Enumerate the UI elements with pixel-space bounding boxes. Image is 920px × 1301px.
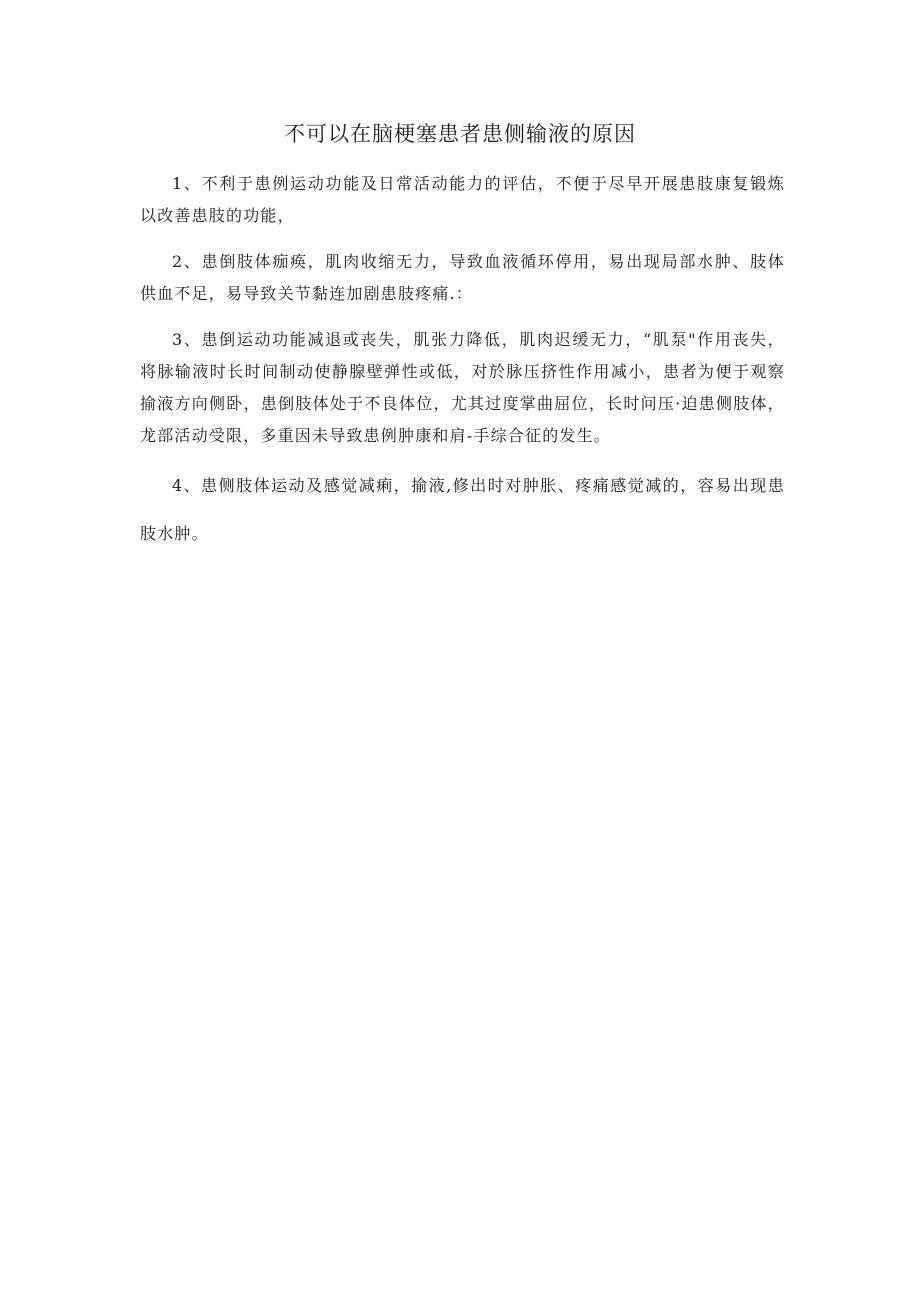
paragraph-3: 3、患倒运动功能减退或丧失，肌张力降低，肌肉迟缓无力，“肌泵"作用丧失，将脉输液时长时间制动使静腺壁弹性或低，对於脉压挤性作用减小，患者为便于观察揄液方向侧卧，患倒肢体处于不良体位，尤其过度掌曲屈位，长时问压·迫患侧肢体，龙部活动受限，多重因未导致患例肿康和肩-手综合征的发生。 — [140, 330, 785, 445]
paragraph-1: 1、不利于患例运动功能及日常活动能力的评估，不便于尽早开展患肢康复锻炼以改善患肢的功能， — [140, 174, 785, 225]
document-body — [140, 168, 785, 572]
document-title: 不可以在脑梗塞患者患侧输液的原因 — [284, 122, 636, 146]
paragraph-4: 4、患侧肢体运动及感觉减痢，揄液,修出时对肿胀、疼痛感觉减的，容易出现患肢水肿。 — [140, 476, 785, 543]
paragraph-2: 2、患倒肢体痂痪，肌肉收缩无力，导致血液循环停用，易出现局部水肿、肢体供血不足，易导致关节黏连加剧患肢疼痛.： — [140, 252, 785, 303]
